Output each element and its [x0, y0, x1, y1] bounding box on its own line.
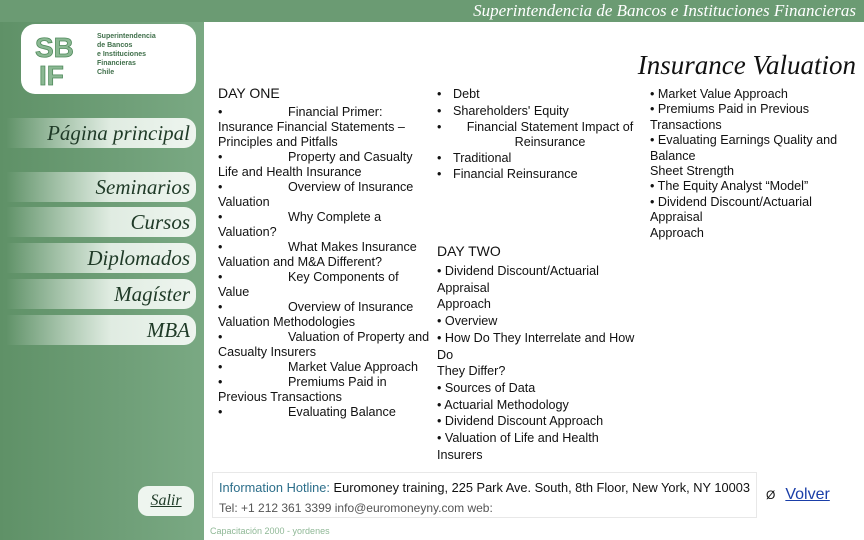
footer-note: Capacitación 2000 - yordenes [210, 526, 330, 536]
list-item: • Dividend Discount/Actuarial Appraisal [437, 264, 599, 295]
list-item [218, 360, 430, 375]
list-item-text: Key Components of Value [218, 270, 399, 299]
list-item: • Evaluating Earnings Quality and Balance [650, 133, 838, 163]
list-item-text: Traditional [453, 151, 512, 165]
bullet: • [218, 300, 223, 314]
bullet: • [437, 87, 442, 101]
list-item-text: Premiums Paid in Previous Transactions [218, 375, 387, 404]
list-item: They Differ? [437, 364, 506, 379]
exit-button[interactable]: Salir [138, 486, 194, 516]
information-hotline [212, 472, 757, 518]
list-item [218, 180, 430, 210]
list-item: • Premiums Paid in Previous Transactions [650, 102, 810, 132]
list-item-text: Financial Reinsurance [453, 167, 578, 181]
hotline-text: Euromoney training, 225 Park Ave. South, 8th Floor, New York, NY 10003 [333, 480, 750, 495]
list-item-text: Shareholders' Equity [453, 104, 569, 118]
day-two-heading: DAY TWO [437, 243, 501, 259]
logo-text [97, 32, 156, 77]
list-item: • Valuation of Life and Health Insurers [437, 431, 599, 462]
day-two-list [437, 263, 647, 463]
bullet: • [218, 150, 223, 164]
list-item [218, 405, 430, 420]
list-item-text: Property and Casualty Life and Health Insurance [218, 150, 413, 179]
list-item-text: Valuation of Property and Casualty Insurers [218, 330, 430, 359]
nav-item-cursos[interactable]: Cursos [6, 207, 196, 237]
nav-item-magister[interactable]: Magíster [6, 279, 196, 309]
header-title: Superintendencia de Bancos e Instituciones Financieras [473, 1, 856, 20]
bullet: • [218, 360, 223, 374]
list-item: • Overview [437, 314, 498, 329]
list-item-text: Debt [453, 87, 480, 101]
list-item: • The Equity Analyst “Model” [650, 179, 809, 194]
bullet: • [218, 240, 223, 254]
bullet: • [218, 210, 223, 224]
list-item [218, 105, 430, 150]
nav-item-mba[interactable]: MBA [6, 315, 196, 345]
list-item-text: Overview of Insurance Valuation Methodologies [218, 300, 414, 329]
list-item: Approach [650, 225, 704, 240]
list-item: • Market Value Approach [650, 87, 788, 101]
arrow-right-icon: Ø [766, 488, 776, 502]
list-item [437, 167, 647, 182]
nav-item-pagina-principal[interactable]: Página principal [6, 118, 196, 148]
right-column [650, 87, 860, 241]
bullet: • [437, 167, 442, 181]
list-item: • Dividend Discount/Actuarial Appraisal [650, 194, 812, 225]
nav-item-seminarios[interactable]: Seminarios [6, 172, 196, 202]
sbif-logo[interactable] [21, 24, 196, 94]
list-item: • Sources of Data [437, 380, 536, 395]
day-one-column [218, 86, 430, 472]
back-link[interactable] [766, 486, 830, 504]
page-title: Insurance Valuation [637, 50, 856, 80]
bullet: • [218, 180, 223, 194]
logo-line: Financieras [97, 60, 136, 67]
list-item [218, 240, 430, 270]
logo-line: de Bancos [97, 42, 133, 49]
bullet: • [218, 330, 223, 344]
list-item-text: Financial Primer: Insurance Financial Statements – Principles and Pitfalls [218, 105, 405, 149]
list-item-text: Market Value Approach [288, 360, 418, 374]
list-item [437, 151, 647, 166]
bullet: • [437, 104, 442, 118]
nav-item-diplomados[interactable]: Diplomados [6, 243, 196, 273]
list-item [218, 330, 430, 360]
sbif-logo-mark [33, 30, 93, 88]
list-item [437, 104, 647, 119]
list-item-text: What Makes Insurance Valuation and M&A Different? [218, 240, 417, 269]
bullet: • [218, 405, 223, 419]
bullet: • [437, 151, 442, 165]
day-one-heading: DAY ONE [218, 86, 280, 101]
list-item-text: Financial Statement Impact of Reinsurance [466, 120, 634, 149]
list-item [218, 150, 430, 180]
svg-text:IF: IF [39, 60, 64, 88]
list-item [218, 375, 430, 405]
list-item: Approach [437, 297, 491, 312]
list-item [437, 87, 647, 102]
list-item [218, 300, 430, 330]
svg-text:SB: SB [35, 32, 74, 63]
list-item: Sheet Strength [650, 164, 735, 179]
list-item-text: Overview of Insurance Valuation [218, 180, 414, 209]
bullet: • [437, 120, 442, 134]
list-item [218, 210, 430, 240]
list-item: • Dividend Discount Approach [437, 414, 604, 429]
bullet: • [218, 105, 223, 119]
bullet: • [218, 375, 223, 389]
logo-line: Superintendencia [97, 33, 156, 40]
hotline-contact-line: Tel: +1 212 361 3399 info@euromoneyny.com web: [219, 501, 493, 515]
logo-line: Chile [97, 69, 115, 76]
sidebar [0, 0, 204, 540]
list-item-text: Why Complete a Valuation? [218, 210, 382, 239]
back-link-label: Volver [785, 486, 830, 503]
list-item-text: Evaluating Balance [288, 405, 396, 419]
list-item: • How Do They Interrelate and How Do [437, 330, 635, 362]
hotline-label: Information Hotline: [219, 480, 330, 495]
logo-line: e Instituciones [97, 51, 147, 58]
day-two-column [437, 87, 647, 463]
list-item [218, 270, 430, 300]
list-item [437, 120, 647, 150]
bullet: • [218, 270, 223, 284]
list-item: • Actuarial Methodology [437, 397, 569, 412]
